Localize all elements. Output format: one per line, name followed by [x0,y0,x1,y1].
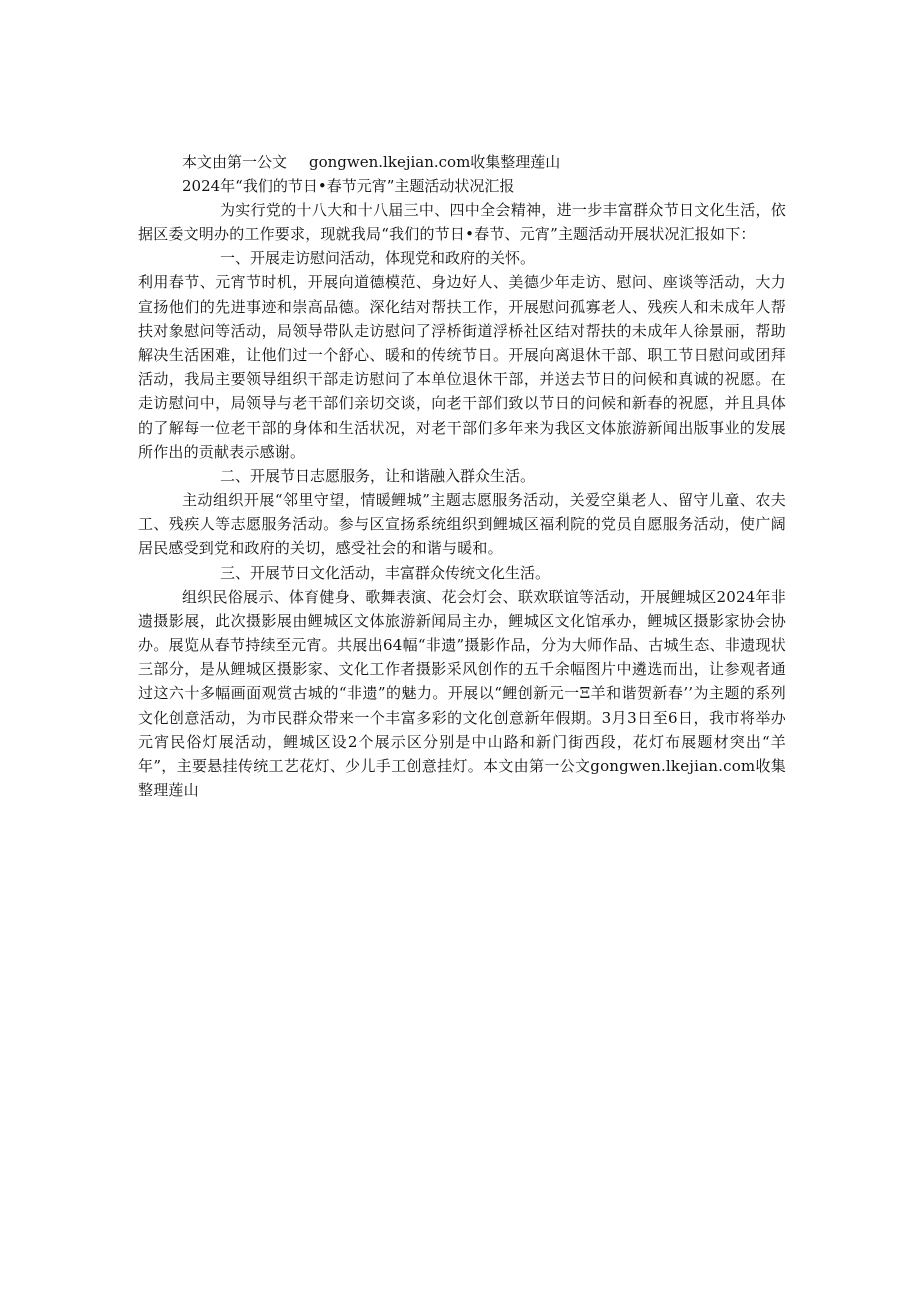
section-2-body: 主动组织开展“邻里守望，情暖鲤城”主题志愿服务活动，关爱空巢老人、留守儿童、农夫工、残疾人等志愿服务活动。参与区宣扬系统组织到鲤城区福利院的党员自愿服务活动，使广阔居民感受到党和政府的关切，感受社会的和谐与暖和。 [138,491,786,558]
source-prefix: 本文由第一公文 [182,153,288,171]
section-2-heading: 二、开展节日志愿服务，让和谐融入群众生活。 [220,467,536,486]
source-note [138,150,786,174]
source-site: gongwen.lkejian.com [309,153,471,171]
section-3-heading: 三、开展节日文化活动，丰富群众传统文化生活。 [220,563,551,582]
intro-paragraph: 为实行党的十八大和十八届三中、四中全会精神，进一步丰富群众节日文化生活，依据区委文明办的工作要求，现就我局“我们的节日•春节、元宵”主题活动开展状况汇报如下： [138,201,786,244]
section-3-body: 组织民俗展示、体育健身、歌舞表演、花会灯会、联欢联谊等活动，开展鲤城区2024年非遗摄影展，此次摄影展由鲤城区文体旅游新闻局主办，鲤城区文化馆承办，鲤城区摄影家协会协办。展览从春节持续至元宵。共展出64幅“非遗”摄影作品，分为大师作品、古城生态、非遗现状三部分，是从鲤城区摄影家、文化工作者摄影采风创作的五千余幅图片中遴选而出，让参观者通过这六十多幅画面观赏古城的“非遗”的魅力。开展以“鲤创新元一Ξ羊和谐贺新春’’为主题的系列文化创意活动，为市民群众带来一个丰富多彩的文化创意新年假期。3月3日至6日，我市将举办元宵民俗灯展活动，鲤城区设2个展示区分别是中山路和新门街西段，花灯布展题材突出“羊年”，主要悬挂传统工艺花灯、少儿手工创意挂灯。本文由第一公文gongwen.lkejian.com收集整理莲山 [138,587,786,800]
document-title: 2024年“我们的节日•春节元宵”主题活动状况汇报 [182,177,515,195]
document-page [138,150,786,802]
source-suffix: 收集整理莲山 [470,153,561,171]
section-1-body: 利用春节、元宵节时机，开展向道德模范、身边好人、美德少年走访、慰问、座谈等活动，大力宣扬他们的先进事迹和崇高品德。深化结对帮扶工作，开展慰问孤寡老人、残疾人和未成年人帮扶对象慰问等活动，局领导带队走访慰问了浮桥街道浮桥社区结对帮扶的未成年人徐景丽，帮助解决生活困难，让他们过一个舒心、暖和的传统节日。开展向离退休干部、职工节日慰问或团拜活动，我局主要领导组织干部走访慰问了本单位退休干部，并送去节日的问候和真诚的祝愿。在走访慰问中，局领导与老干部们亲切交谈，向老干部们致以节日的问候和新春的祝愿，并且具体的了解每一位老干部的身体和生活状况，对老干部们多年来为我区文体旅游新闻出版事业的发展所作出的贡献表示感谢。 [138,273,786,461]
section-1-heading: 一、开展走访慰问活动，体现党和政府的关怀。 [220,249,536,268]
